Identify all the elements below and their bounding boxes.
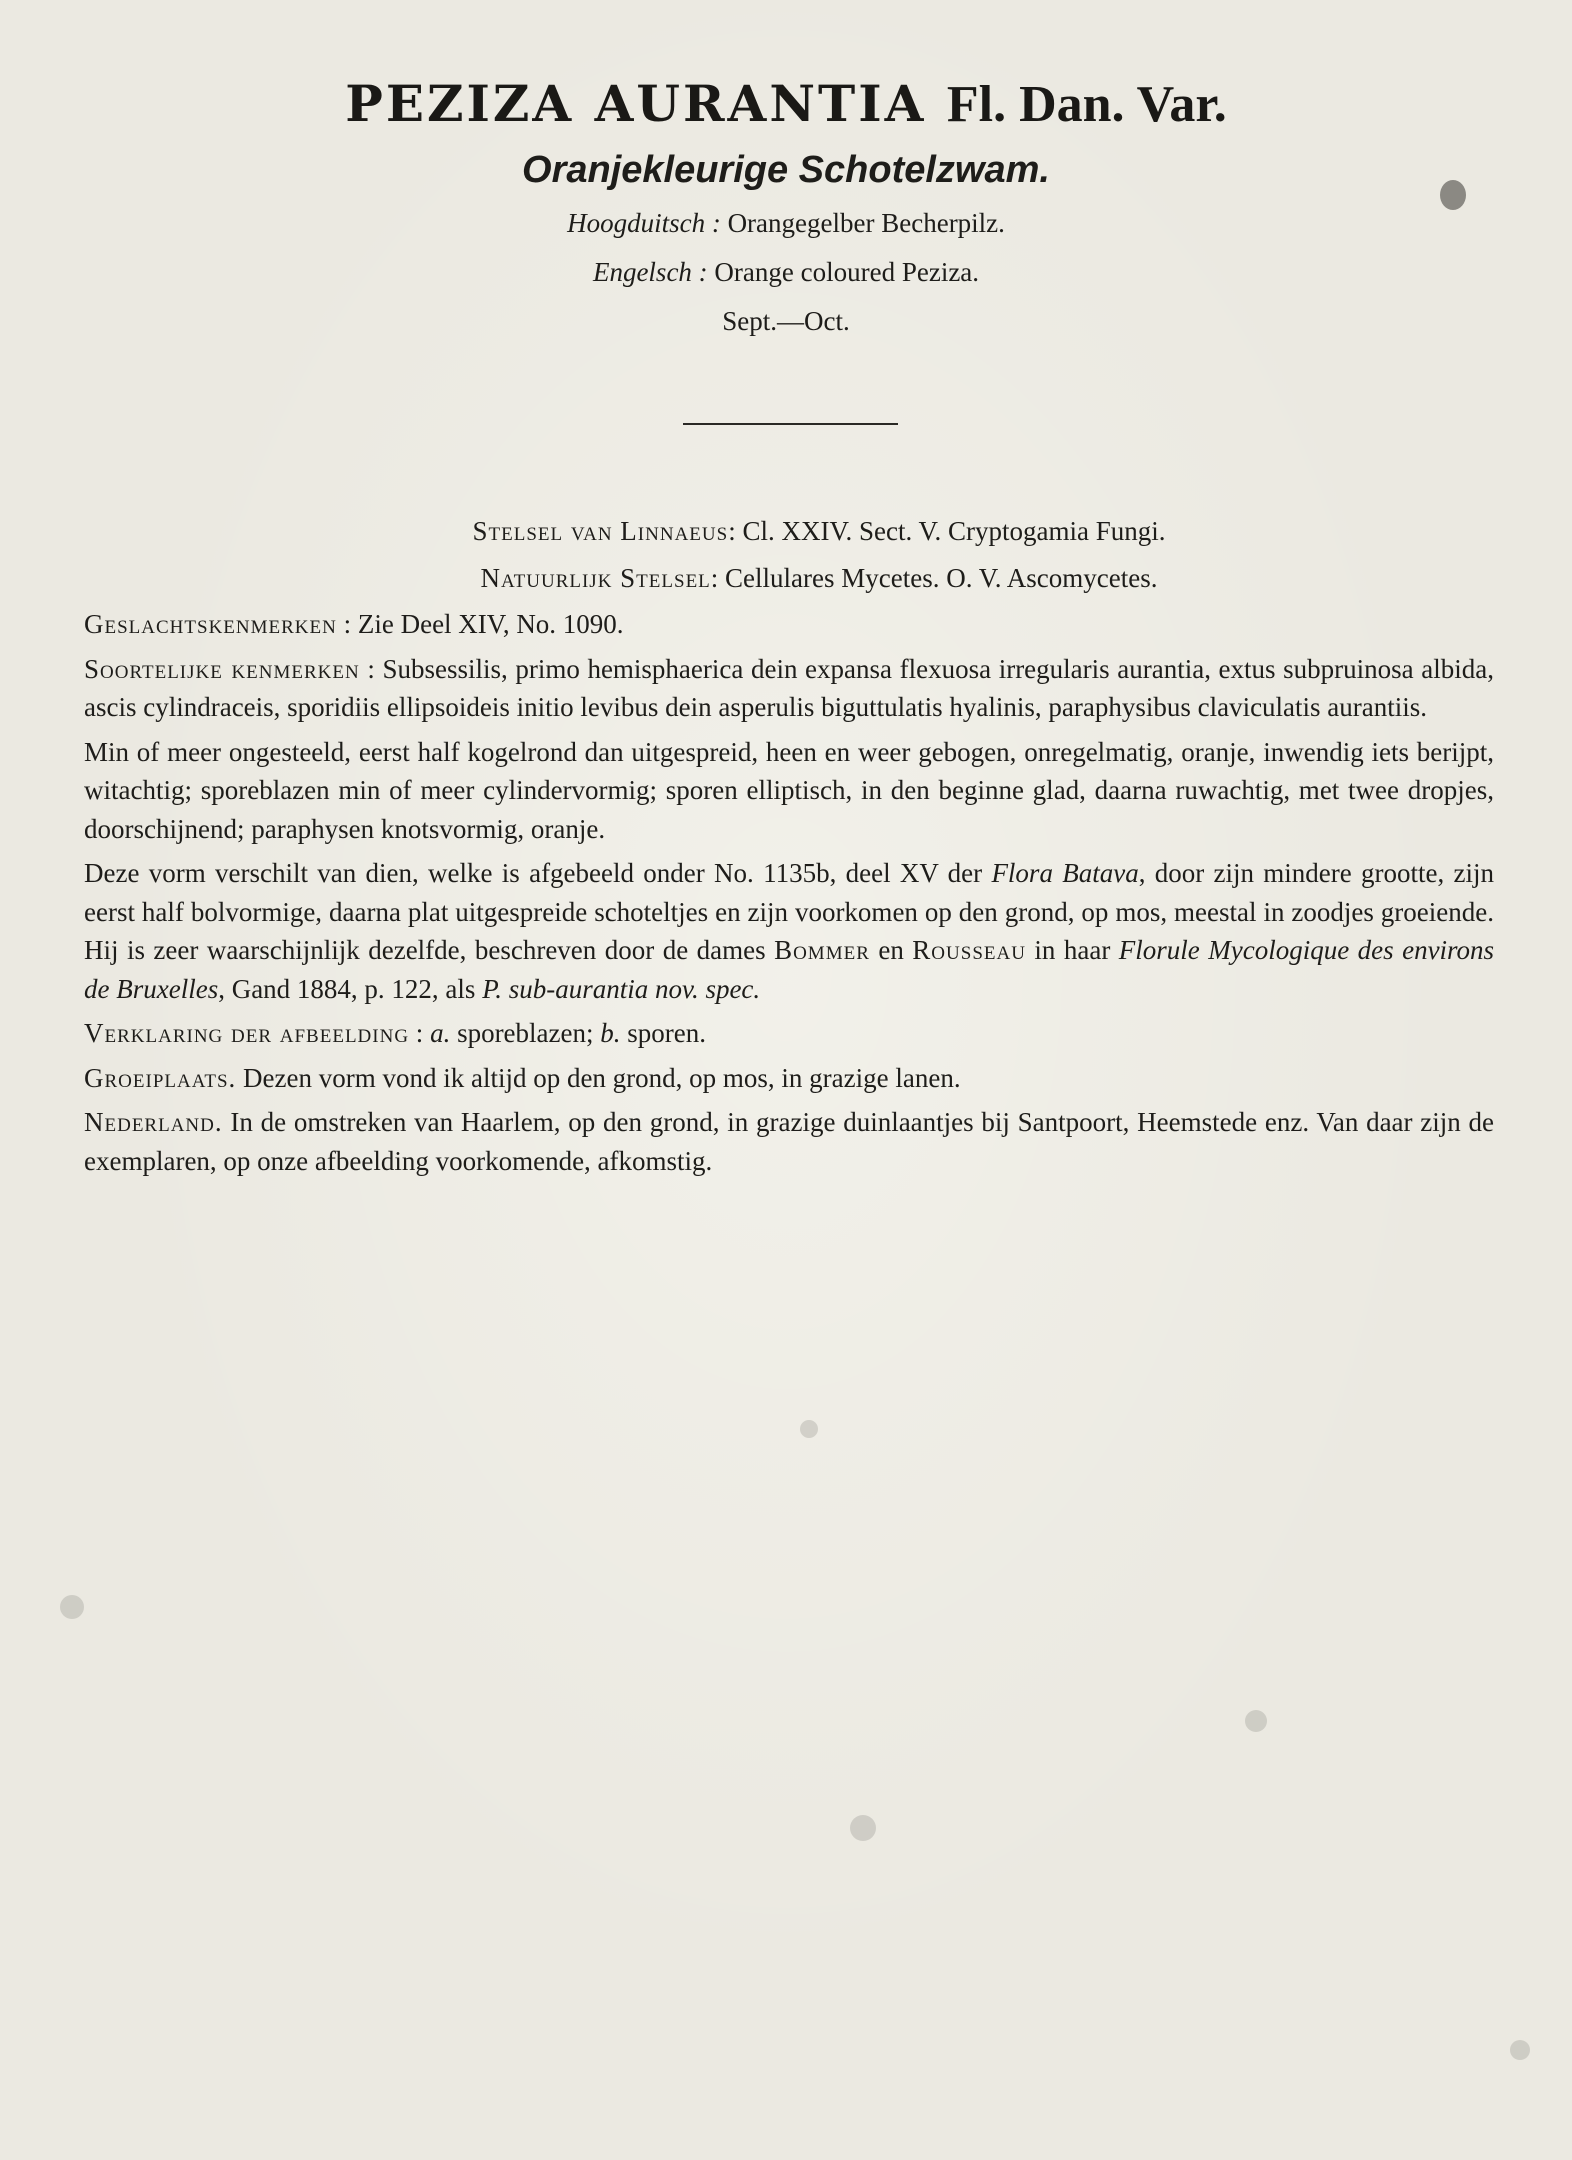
comparison-paragraph [84, 854, 1494, 1008]
comparison-en: en [878, 935, 904, 965]
english-name: Orange coloured Peziza. [714, 257, 980, 287]
description-paragraph: Min of meer ongesteeld, eerst half kogelrond dan uitgespreid, heen en weer gebogen, onregelmatig, oranje, inwendig iets berijpt, witachtig; sporeblazen min of meer cylindervormig; sporen elliptisch, in den beginne glad, daarna ruwachtig, met twee dropjes, doorschijnend; paraphysen knotsvormig, oranje. [84, 736, 1494, 844]
genus-paragraph: Geslachtskenmerken : Zie Deel XIV, No. 1090. [84, 609, 624, 639]
species-value: Subsessilis, primo hemisphaerica dein expansa flexuosa irregularis aurantia, extus subpruinosa albida, ascis cylindraceis, sporidiis ellipsoideis initio levibus dein asperulis biguttulatis hyalinis, paraphysibus claviculatis aurantiis. [84, 653, 1494, 722]
figure-a-text: sporeblazen; [457, 1018, 594, 1048]
natural-system-label: Natuurlijk Stelsel [480, 562, 711, 593]
natural-system-line: Natuurlijk Stelsel: Cellulares Mycetes. O. V. Ascomycetes. [480, 562, 1158, 593]
german-name-line [0, 205, 1572, 241]
comparison-text-1: Deze vorm verschilt van dien, welke is afgebeeld onder No. 1135b, deel XV der [84, 858, 983, 888]
netherlands-label: Nederland. [84, 1107, 223, 1137]
dutch-name: Oranjekleurige Schotelzwam. [522, 149, 1050, 191]
linnaeus-label: Stelsel van Linnaeus [472, 516, 729, 546]
author-bommer: Bommer [774, 935, 870, 965]
comparison-in-haar: in haar [1034, 935, 1111, 965]
main-text [84, 512, 1494, 1186]
paper-speck [60, 1595, 84, 1619]
species-paragraph: Soortelijke kenmerken : Subsessilis, primo hemisphaerica dein expansa flexuosa irregularis aurantia, extus subpruinosa albida, ascis cylindraceis, sporidiis ellipsoideis initio levibus dein asperulis biguttulatis hyalinis, paraphysibus claviculatis aurantiis. [84, 653, 1494, 722]
linnaeus-line: Stelsel van Linnaeus: Cl. XXIV. Sect. V. Cryptogamia Fungi. [472, 516, 1166, 546]
netherlands-paragraph [84, 1103, 1494, 1180]
english-label: Engelsch : [592, 257, 708, 287]
species-label: Soortelijke kenmerken [84, 653, 360, 684]
flora-batava: Flora Batava [991, 858, 1139, 888]
author-rousseau: Rousseau [912, 935, 1026, 965]
figure-b-letter: b. [600, 1018, 621, 1048]
title-genus-species: PEZIZA AURANTIA [345, 74, 927, 133]
comparison-text-2: , door zijn mindere grootte, zijn eerst half bolvormige, daarna plat uitgespreide schoteltjes en zijn voorkomen op den grond, op mos, meestal in zoodjes groeiende. Hij is zeer waarschijnlijk dezelfde, beschreven door de dames [84, 858, 1495, 965]
figure-legend: Verklaring der afbeelding : a. sporeblazen; b. sporen. [84, 1018, 706, 1048]
paper-speck [1245, 1710, 1267, 1732]
florule-title: Florule Mycologique des environs de Bruxelles [84, 935, 1495, 1004]
title-authority: Fl. Dan. Var. [946, 76, 1227, 133]
habitat-paragraph [84, 1059, 1494, 1098]
season: Sept.—Oct. [722, 306, 850, 336]
habitat-label: Groeiplaats. [84, 1062, 237, 1093]
genus-label: Geslachtskenmerken [84, 609, 337, 639]
english-name-line [0, 254, 1572, 290]
paper-speck [1510, 2040, 1530, 2060]
habitat-value: Dezen vorm vond ik altijd op den grond, op mos, in grazige lanen. [243, 1062, 961, 1093]
linnaeus-value: Cl. XXIV. Sect. V. Cryptogamia Fungi. [742, 516, 1166, 546]
german-label: Hoogduitsch : [567, 208, 721, 238]
paper-speck [850, 1815, 876, 1841]
genus-value: Zie Deel XIV, No. 1090. [357, 609, 624, 639]
figure-label: Verklaring der afbeelding [84, 1018, 410, 1048]
german-name: Orangegelber Becherpilz. [727, 208, 1005, 238]
comparison-text-3: , Gand 1884, p. 122, als [218, 973, 476, 1004]
figure-a-letter: a. [430, 1018, 451, 1048]
page-title [0, 72, 1572, 137]
species-reference: P. sub-aurantia nov. spec. [482, 973, 761, 1004]
figure-b-text: sporen. [627, 1018, 706, 1048]
netherlands-value: In de omstreken van Haarlem, op den grond, in grazige duinlaantjes bij Santpoort, Heemstede enz. Van daar zijn de exemplaren, op onze afbeelding voorkomende, afkomstig. [84, 1107, 1495, 1176]
natural-system-value: Cellulares Mycetes. O. V. Ascomycetes. [725, 562, 1158, 593]
paper-speck [800, 1420, 818, 1438]
divider [683, 423, 898, 425]
